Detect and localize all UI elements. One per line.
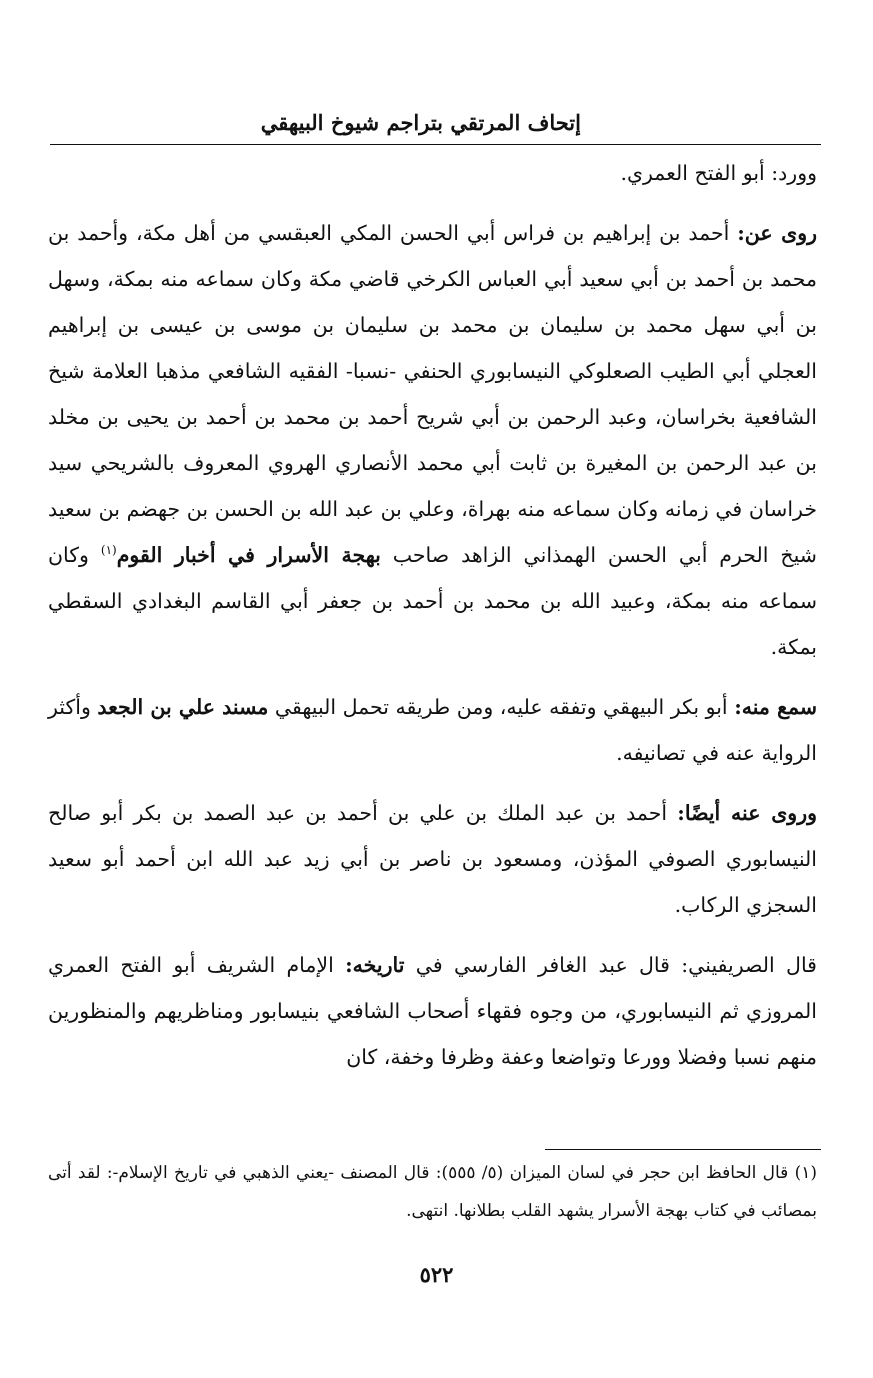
rawa-an-label: روى عن: xyxy=(737,221,817,245)
rawa-an-text-2: وكان سماعه منه بمكة، وعبيد الله بن محمد بن أحمد بن جعفر أبي القاسم البغدادي السقطي بمكة. xyxy=(48,543,817,659)
main-text xyxy=(48,150,817,1080)
rawa-an-text-1: أحمد بن إبراهيم بن فراس أبي الحسن المكي العبقسي من أهل مكة، وأحمد بن محمد بن أحمد بن أبي سعيد أبي العباس الكرخي قاضي مكة وكان سماعه منه بمكة، وسهل بن أبي سهل محمد بن سليمان بن محمد بن سليمان بن موسى بن عيسى بن إبراهيم العجلي أبي الطيب الصعلوكي النيسابوري الحنفي -نسبا- الفقيه الشافعي مذهبا العلامة شيخ الشافعية بخراسان، وعبد الرحمن بن أبي شريح أحمد بن محمد بن أحمد بن يحيى بن مخلد بن عبد الرحمن بن المغيرة بن ثابت أبي محمد الأنصاري الهروي المعروف بالشريحي سيد خراسان في زمانه وكان سماعه منه بهراة، وعلي بن عبد الله بن الحسن بن جهضم بن سعيد شيخ الحرم أبي الحسن الهمذاني الزاهد صاحب xyxy=(48,221,817,567)
paragraph-rawa-anhu-aydan xyxy=(48,790,817,928)
rawa-anhu-aydan-label: وروى عنه أيضًا: xyxy=(677,801,818,825)
footnote-separator xyxy=(545,1149,821,1150)
sami-minhu-label: سمع منه: xyxy=(734,695,818,719)
running-head-title: إتحاف المرتقي بتراجم شيوخ البيهقي xyxy=(260,110,581,135)
sami-minhu-book-title: مسند علي بن الجعد xyxy=(97,695,269,719)
paragraph-sami-minhu xyxy=(48,684,817,776)
running-head xyxy=(50,104,821,145)
qala-book-title: تاريخه: xyxy=(345,953,405,977)
rawa-an-book-title: بهجة الأسرار في أخبار القوم xyxy=(116,543,381,567)
sami-minhu-text-2: وأكثر الرواية عنه في تصانيفه. xyxy=(48,695,817,765)
footnote-reference[interactable]: (١) xyxy=(100,543,117,558)
sami-minhu-text-1: أبو بكر البيهقي وتفقه عليه، ومن طريقه تحمل البيهقي xyxy=(268,695,735,719)
paragraph-qala-sarifini xyxy=(48,942,817,1080)
paragraph-warada xyxy=(48,150,817,196)
warada-text: وورد: أبو الفتح العمري. xyxy=(620,161,817,185)
qala-text-2: الإمام الشريف أبو الفتح العمري المروزي ثم النيسابوري، من وجوه فقهاء أصحاب الشافعي بنيسابور ومناظريهم والمنظورين منهم نسبا وفضلا وورعا وتواضعا وعفة وظرفا وخفة، كان xyxy=(48,953,817,1069)
footnotes xyxy=(48,1154,817,1230)
footnote-1: (١) قال الحافظ ابن حجر في لسان الميزان (٥/ ٥٥٥): قال المصنف -يعني الذهبي في تاريخ الإسلام-: لقد أتى بمصائب في كتاب بهجة الأسرار يشهد القلب بطلانها. انتهى. xyxy=(48,1163,817,1221)
paragraph-rawa-an xyxy=(48,210,817,670)
page-number: ٥٢٢ xyxy=(419,1262,454,1287)
rawa-anhu-aydan-text: أحمد بن عبد الملك بن علي بن أحمد بن عبد الصمد بن بكر أبو صالح النيسابوري الصوفي المؤذن، ومسعود بن ناصر بن أبي زيد عبد الله ابن أحمد أبو سعيد السجزي الركاب. xyxy=(48,801,817,917)
qala-text-1: قال الصريفيني: قال عبد الغافر الفارسي في xyxy=(404,953,817,977)
